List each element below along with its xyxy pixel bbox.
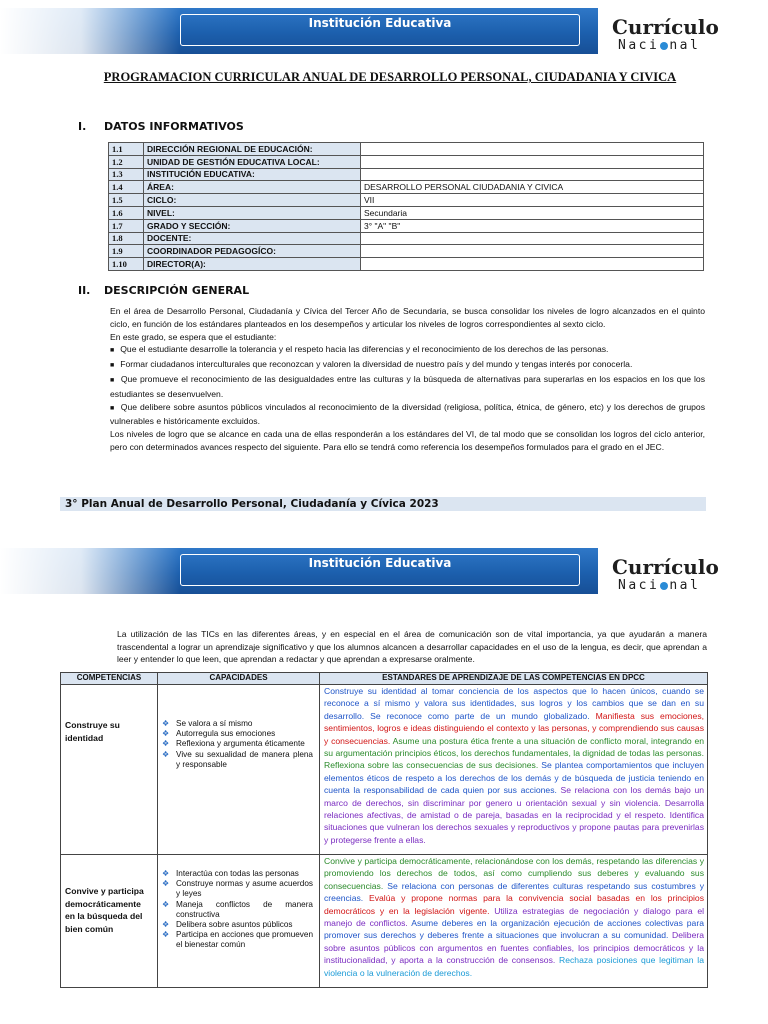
info-label: UNIDAD DE GESTIÓN EDUCATIVA LOCAL: <box>144 155 361 168</box>
description-bullet: ■ Que promueve el reconocimiento de las desigualdades entre las culturas y la búsqueda de alternativas para superarlas en los espacios en los que los estudiantes se desenvuelven. <box>110 373 705 401</box>
capacidad-item: ❖ Participa en acciones que promueven el bienestar común <box>162 930 313 950</box>
estandar-segment: Manifiesta sus emociones, sentimientos, logros e ideas distinguiendo el contexto y las personas, y comprendiendo sus causas y consecuencias. <box>324 710 705 746</box>
estandar-cell <box>320 685 708 855</box>
competencias-table <box>60 672 708 988</box>
info-number: 1.2 <box>109 155 144 168</box>
section-heading-datos <box>78 120 244 133</box>
header-banner-page2 <box>0 548 768 594</box>
estandar-segment: Asume deberes en la organización ejecución de acciones colectivas para promover sus derechos y deberes frente a situaciones que involucran a su comunidad. <box>324 918 704 941</box>
competencia-row <box>61 685 708 855</box>
capacidades-cell <box>158 855 320 988</box>
capacidad-item: ❖ Maneja conflictos de manera constructiva <box>162 900 313 920</box>
info-value <box>361 168 704 181</box>
header-banner-page1 <box>0 8 768 54</box>
estandar-segment: Rechaza posiciones que legitiman la violencia o la vulneración de derechos. <box>324 955 704 978</box>
info-number: 1.8 <box>109 232 144 245</box>
capacidades-list <box>162 869 313 951</box>
header-capacidades: CAPACIDADES <box>158 673 320 685</box>
info-row <box>109 206 704 219</box>
institution-title: Institución Educativa <box>308 556 452 570</box>
estandar-cell <box>320 855 708 988</box>
logo-line2: Naci nal <box>618 38 701 53</box>
header-competencias: COMPETENCIAS <box>61 673 158 685</box>
info-value <box>361 143 704 156</box>
logo-line1: Currículo <box>612 15 719 39</box>
capacidad-item: ❖ Reflexiona y argumenta éticamente <box>162 739 313 749</box>
info-value <box>361 232 704 245</box>
estandar-segment: Construye su identidad al tomar conciencia de los aspectos que lo hacen únicos, cuando se reconoce a sí mismo y valora sus identidades, sus logros y los cambios que se dan en su desarrollo. Se reconoce como parte de un mundo globalizado. <box>324 686 704 721</box>
estandar-segment: Utiliza estrategias de negociación y dialogo para el manejo de conflictos. <box>324 905 705 929</box>
info-label: COORDINADOR PEDAGOGÍCO: <box>144 245 361 258</box>
description-paragraph: En el área de Desarrollo Personal, Ciudadanía y Cívica del Tercer Año de Secundaria, se busca consolidar los niveles de logro alcanzados en el quinto ciclo, en función de los estándares planteados en los desempeños y articular los niveles de logros correspondientes al sexto ciclo. <box>110 306 705 329</box>
header-estandares: ESTANDARES DE APRENDIZAJE DE LAS COMPETENCIAS EN DPCC <box>320 673 708 685</box>
info-value <box>361 245 704 258</box>
info-table <box>108 142 704 271</box>
info-label: GRADO Y SECCIÓN: <box>144 219 361 232</box>
info-row <box>109 143 704 156</box>
capacidad-item: ❖ Interactúa con todas las personas <box>162 869 313 879</box>
competencia-name: Convive y participa democráticamente en la búsqueda del bien común <box>61 855 158 988</box>
info-label: DIRECCIÓN REGIONAL DE EDUCACIÓN: <box>144 143 361 156</box>
description-bullet: ■ Formar ciudadanos interculturales que reconozcan y valoren la diversidad de nuestro país y del mundo y tengas interés por conocerla. <box>110 358 705 373</box>
info-number: 1.3 <box>109 168 144 181</box>
info-value: Secundaria <box>361 206 704 219</box>
section-number: I. <box>78 120 87 133</box>
capacidad-item: ❖ Construye normas y asume acuerdos y leyes <box>162 879 313 899</box>
intro-paragraph: La utilización de las TICs en las diferentes áreas, y en especial en el área de comunicación son de vital importancia, ya que ayudarán a manera trascendental a lograr un aprendizaje significativo y que los alumnos alcancen a desarrollar capacidades en el uso de la lengua, es decir, que aprendan a leer y entender lo que leen, que aprendan a redactar y que aprendan a expresarse oralmente. <box>117 629 707 665</box>
info-label: NIVEL: <box>144 206 361 219</box>
info-number: 1.5 <box>109 194 144 207</box>
info-row <box>109 258 704 271</box>
capacidades-cell <box>158 685 320 855</box>
info-row <box>109 181 704 194</box>
info-value <box>361 155 704 168</box>
info-row <box>109 245 704 258</box>
info-value: 3° "A" "B" <box>361 219 704 232</box>
section-title: DESCRIPCIÓN GENERAL <box>104 284 250 297</box>
info-number: 1.9 <box>109 245 144 258</box>
info-row <box>109 155 704 168</box>
general-description <box>110 305 705 454</box>
section-number: II. <box>78 284 91 297</box>
info-row <box>109 168 704 181</box>
estandar-segment: Se relaciona con los demás bajo un marco de derechos, sin discriminar por genero u orientación sexual y sin violencia. Desarrolla relaciones afectivas, de amistad o de pareja, basadas en la reciprocidad y el respeto. Identifica situaciones que vulneran los derechos sexuales y reproductivos y propone pautas para prevenirlas y protegerse frente a ellas. <box>324 785 705 845</box>
document-title: PROGRAMACION CURRICULAR ANUAL DE DESARROLLO PERSONAL, CIUDADANIA Y CIVICA <box>103 70 677 84</box>
description-bullet: ■ Que delibere sobre asuntos públicos vinculados al reconocimiento de la diversidad (religiosa, política, étnica, de género, etc) y los derechos de grupos vulnerables e históricamente excluidos. <box>110 401 705 429</box>
info-label: INSTITUCIÓN EDUCATIVA: <box>144 168 361 181</box>
estandar-segment: Se relaciona con personas de diferentes culturas respetando sus costumbres y creencias. <box>324 880 705 904</box>
competencia-name: Construye su identidad <box>61 685 158 855</box>
info-number: 1.10 <box>109 258 144 271</box>
info-number: 1.4 <box>109 181 144 194</box>
info-label: DIRECTOR(A): <box>144 258 361 271</box>
logo-line1: Currículo <box>612 555 719 579</box>
estandar-segment: Asume una postura ética frente a una situación de conflicto moral, integrando en su argumentación principios éticos, los derechos fundamentales, la dignidad de todas las personas. Reflexiona sobre las consecuencias de sus decisiones. <box>324 735 704 771</box>
info-label: CICLO: <box>144 194 361 207</box>
description-paragraph: Los niveles de logro que se alcance en cada una de ellas responderán a los estándares del VI, de tal modo que se consolidan los logros del ciclo anterior, pero con determinados avances respecto del siguiente. Para ello se tendrá como referencia los desempeños formulados para el grado en el JEC. <box>110 429 705 452</box>
estandar-segment: Se plantea comportamientos que incluyen elementos éticos de respeto a los derechos de los demás y de búsqueda de justicia teniendo en cuenta la responsabilidad de cada quien por sus acciones. <box>324 760 705 796</box>
capacidades-list <box>162 719 313 770</box>
plan-title: 3° Plan Anual de Desarrollo Personal, Ciudadanía y Cívica 2023 <box>60 497 706 511</box>
capacidad-item: ❖ Se valora a sí mismo <box>162 719 313 729</box>
estandar-segment: Convive y participa democráticamente, relacionándose con los demás, respetando las diferencias y promoviendo los derechos de todos, así como cumpliendo sus deberes y evaluando sus consecuencias. <box>324 856 704 891</box>
description-bullet: ■ Que el estudiante desarrolle la tolerancia y el respeto hacia las diferencias y el reconocimiento de los derechos de las personas. <box>110 343 705 358</box>
curriculo-nacional-logo <box>612 16 762 56</box>
description-paragraph: En este grado, se espera que el estudiante: <box>110 331 277 342</box>
section-heading-descripcion <box>78 284 249 297</box>
info-label: ÁREA: <box>144 181 361 194</box>
info-number: 1.1 <box>109 143 144 156</box>
capacidad-item: ❖ Autorregula sus emociones <box>162 729 313 739</box>
info-value <box>361 258 704 271</box>
section-title: DATOS INFORMATIVOS <box>104 120 244 133</box>
institution-title: Institución Educativa <box>308 16 452 30</box>
info-value: DESARROLLO PERSONAL CIUDADANIA Y CIVICA <box>361 181 704 194</box>
capacidad-item: ❖ Vive su sexualidad de manera plena y responsable <box>162 750 313 770</box>
info-row <box>109 219 704 232</box>
estandar-segment: Delibera sobre asuntos públicos con argumentos en fuentes confiables, los principios democráticos y la institucionalidad, y aporta a la construcción de consensos. <box>324 930 704 966</box>
capacidad-item: ❖ Delibera sobre asuntos públicos <box>162 920 313 930</box>
info-number: 1.7 <box>109 219 144 232</box>
info-row <box>109 232 704 245</box>
info-row <box>109 194 704 207</box>
info-label: DOCENTE: <box>144 232 361 245</box>
competencia-row <box>61 855 708 988</box>
logo-line2: Naci nal <box>618 578 701 593</box>
estandar-segment: Evalúa y propone normas para la convivencia social basadas en los principios democráticos y en la legislación vigente. <box>324 893 704 916</box>
curriculo-nacional-logo <box>612 556 762 596</box>
info-number: 1.6 <box>109 206 144 219</box>
info-value: VII <box>361 194 704 207</box>
